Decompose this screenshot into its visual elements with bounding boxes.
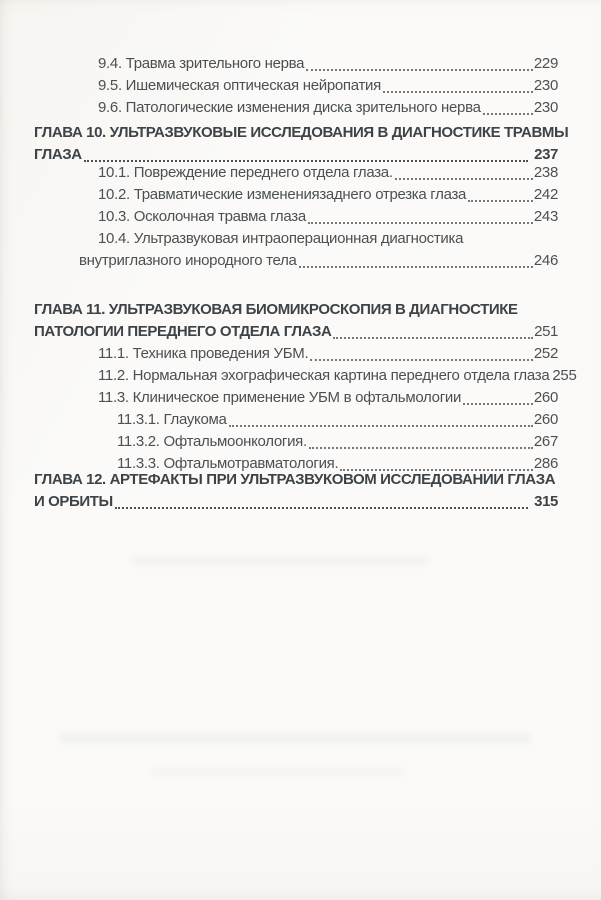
toc-entry <box>34 469 558 491</box>
bleedthrough-smudge <box>130 556 430 566</box>
toc-entry-text: 10.3. Осколочная травма глаза <box>98 208 306 225</box>
toc-entry <box>34 321 558 343</box>
toc-page-number: 242 <box>533 186 558 203</box>
toc-entry <box>34 122 569 144</box>
toc-page-number: 230 <box>533 99 558 116</box>
toc-entry <box>34 97 558 119</box>
toc-page-number: 237 <box>534 146 558 163</box>
dot-leader <box>115 507 528 509</box>
toc-entry-text: 10.2. Травматические изменениязаднего отрезка глаза <box>98 186 467 203</box>
toc-entry <box>34 53 558 75</box>
dot-leader <box>483 113 533 115</box>
toc-page-number: 255 <box>552 367 577 384</box>
toc-entry-text: ГЛАЗА <box>34 146 82 163</box>
toc-entry <box>34 409 558 431</box>
toc-page-number: 230 <box>533 77 558 94</box>
toc-entry-text: 11.3.3. Офтальмотравматология. <box>117 455 339 472</box>
toc-page-number: 260 <box>533 389 558 406</box>
toc-entry-text: 11.1. Техника проведения УБМ. <box>98 345 309 362</box>
toc-entry-text: 11.3.2. Офтальмоонкология. <box>117 433 307 450</box>
dot-leader <box>463 403 533 405</box>
dot-leader <box>468 200 533 202</box>
toc-entry <box>34 491 558 513</box>
toc-entry-text: 9.5. Ишемическая оптическая нейропатия <box>98 77 381 94</box>
dot-leader <box>310 359 533 361</box>
toc-entry <box>34 387 558 409</box>
dot-leader <box>229 425 533 427</box>
bleedthrough-smudge <box>60 733 530 743</box>
dot-leader <box>309 447 533 449</box>
toc-entry-text: 10.1. Повреждение переднего отдела глаза. <box>98 164 393 181</box>
toc-entry <box>34 431 558 453</box>
toc-entry <box>34 343 558 365</box>
dot-leader <box>333 337 533 339</box>
toc-entry <box>34 299 558 321</box>
toc-entry <box>34 228 558 250</box>
toc-entry-text: 11.2. Нормальная эхографическая картина переднего отдела глаза <box>98 367 550 384</box>
toc-entry <box>34 75 558 97</box>
toc-entry-text: И ОРБИТЫ <box>34 493 113 510</box>
toc-entry <box>34 184 558 206</box>
toc-page-number: 260 <box>533 411 558 428</box>
toc-entry-text: 10.4. Ультразвуковая интраоперационная диагностика <box>98 230 464 247</box>
toc-entry-text: ГЛАВА 11. УЛЬТРАЗВУКОВАЯ БИОМИКРОСКОПИЯ В ДИАГНОСТИКЕ <box>34 301 518 318</box>
toc-entry-text: 11.3.1. Глаукома <box>117 411 227 428</box>
toc-page-number: 286 <box>533 455 558 472</box>
toc-entry-text: 9.4. Травма зрительного нерва <box>98 55 305 72</box>
toc-page-number: 229 <box>533 55 558 72</box>
dot-leader <box>383 91 533 93</box>
toc-entry <box>34 206 558 228</box>
toc-entry-text: 11.3. Клиническое применение УБМ в офтальмологии <box>98 389 462 406</box>
toc-entry <box>34 250 558 272</box>
toc-page-number: 246 <box>533 252 558 269</box>
dot-leader <box>308 222 533 224</box>
toc-entry-text: ПАТОЛОГИИ ПЕРЕДНЕГО ОТДЕЛА ГЛАЗА <box>34 323 332 340</box>
dot-leader <box>306 69 533 71</box>
toc-page-number: 251 <box>534 323 558 340</box>
toc-entry-text: внутриглазного инородного тела <box>79 252 297 269</box>
toc-entry-text: ГЛАВА 10. УЛЬТРАЗВУКОВЫЕ ИССЛЕДОВАНИЯ В ДИАГНОСТИКЕ ТРАВМЫ <box>34 124 569 141</box>
toc-entry <box>34 365 577 387</box>
toc-entry-text: ГЛАВА 12. АРТЕФАКТЫ ПРИ УЛЬТРАЗВУКОВОМ ИССЛЕДОВАНИИ ГЛАЗА <box>34 471 556 488</box>
bleedthrough-smudge <box>150 768 405 776</box>
toc-page-number: 252 <box>533 345 558 362</box>
dot-leader <box>299 266 533 268</box>
toc-page-number: 238 <box>533 164 558 181</box>
dot-leader <box>395 178 533 180</box>
table-of-contents <box>34 53 577 513</box>
toc-page-number: 243 <box>533 208 558 225</box>
toc-entry-text: 9.6. Патологические изменения диска зрительного нерва <box>98 99 481 116</box>
toc-page-number: 315 <box>534 493 558 510</box>
toc-page-number: 267 <box>533 433 558 450</box>
toc-entry <box>34 162 558 184</box>
